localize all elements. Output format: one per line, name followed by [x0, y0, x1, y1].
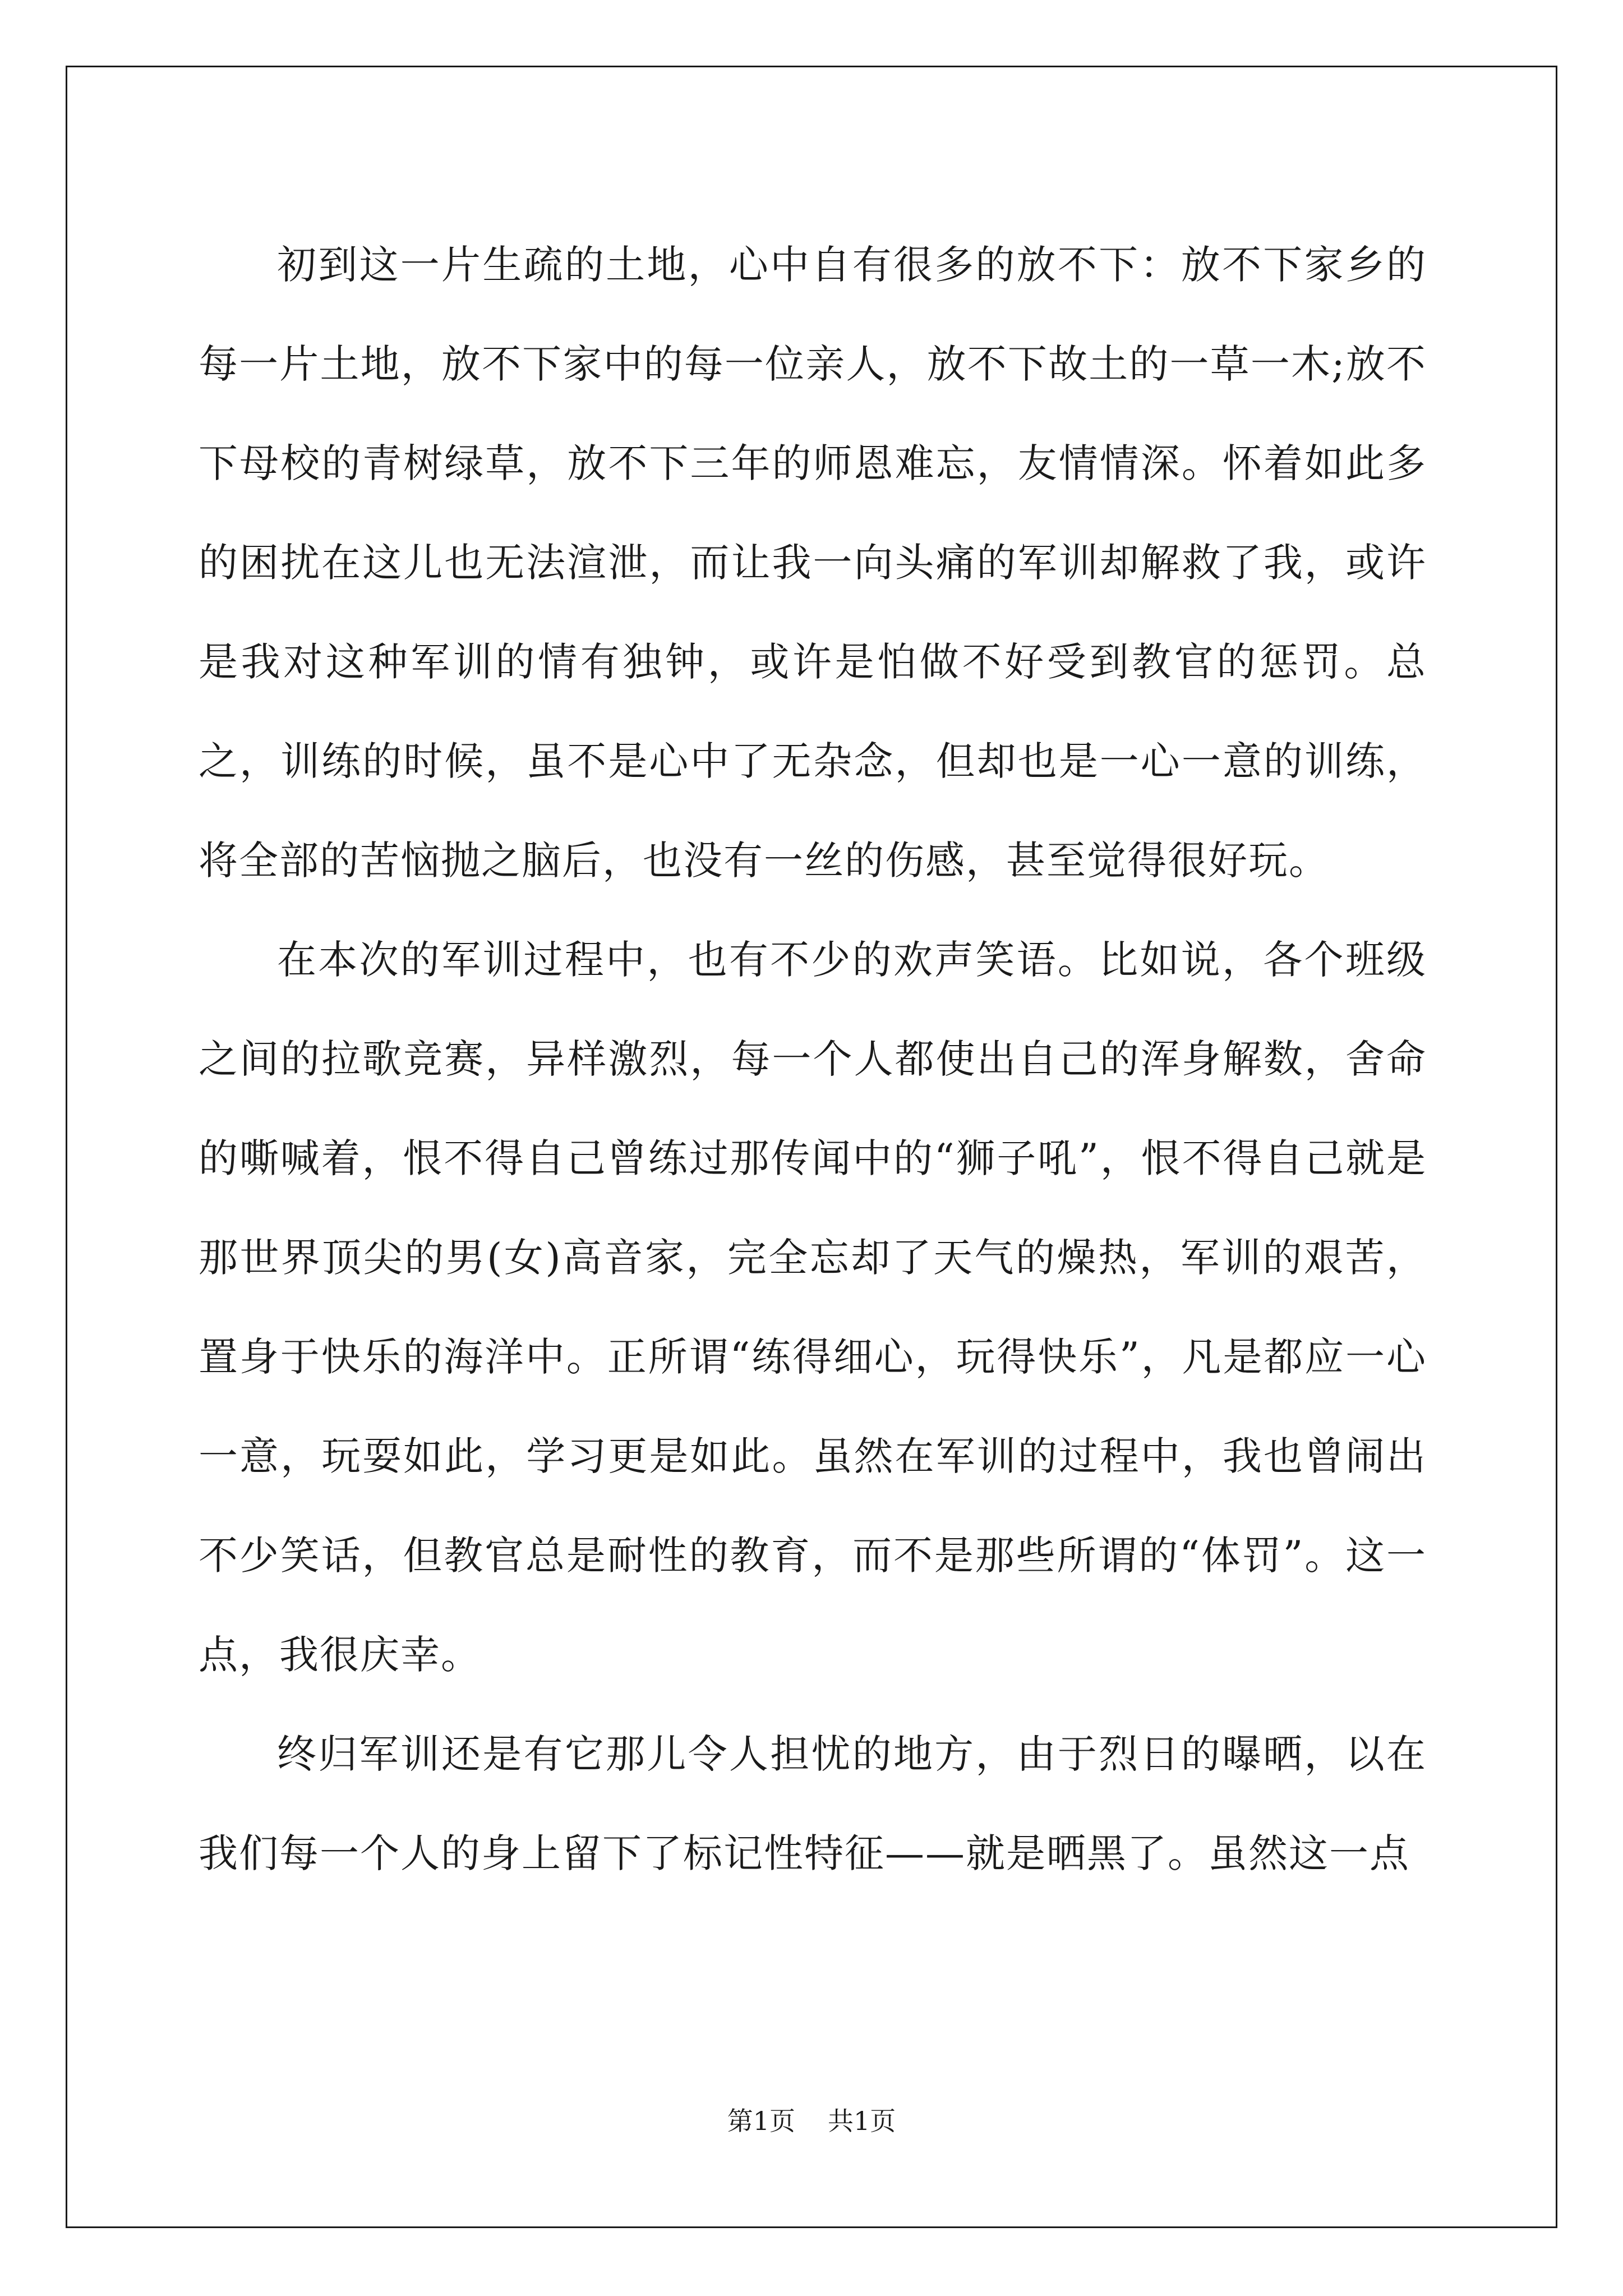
document-body — [199, 215, 1427, 1903]
page-total: 共1页 — [828, 2106, 896, 2136]
paragraph-1: 初到这一片生疏的土地，心中自有很多的放不下：放不下家乡的每一片土地，放不下家中的每一位亲人，放不下故土的一草一木;放不下母校的青树绿草，放不下三年的师恩难忘，友情情深。怀着如此多的困扰在这儿也无法渲泄，而让我一向头痛的军训却解救了我，或许是我对这种军训的情有独钟，或许是怕做不好受到教官的惩罚。总之，训练的时候，虽不是心中了无杂念，但却也是一心一意的训练，将全部的苦恼抛之脑后，也没有一丝的伤感，甚至觉得很好玩。 — [199, 242, 1427, 884]
paragraph-2: 在本次的军训过程中，也有不少的欢声笑语。比如说，各个班级之间的拉歌竞赛，异样激烈，每一个人都使出自己的浑身解数，舍命的嘶喊着，恨不得自己曾练过那传闻中的“狮子吼”，恨不得自己就是那世界顶尖的男(女)高音家，完全忘却了天气的燥热，军训的艰苦，置身于快乐的海洋中。正所谓“练得细心，玩得快乐”，凡是都应一心一意，玩耍如此，学习更是如此。虽然在军训的过程中，我也曾闹出不少笑话，但教官总是耐性的教育，而不是那些所谓的“体罚”。这一点，我很庆幸。 — [199, 937, 1427, 1678]
page-footer — [0, 2101, 1623, 2138]
page-number: 第1页 — [727, 2106, 795, 2136]
paragraph-3: 终归军训还是有它那儿令人担忧的地方，由于烈日的曝晒，以在我们每一个人的身上留下了标记性特征——就是晒黑了。虽然这一点 — [199, 1731, 1427, 1876]
